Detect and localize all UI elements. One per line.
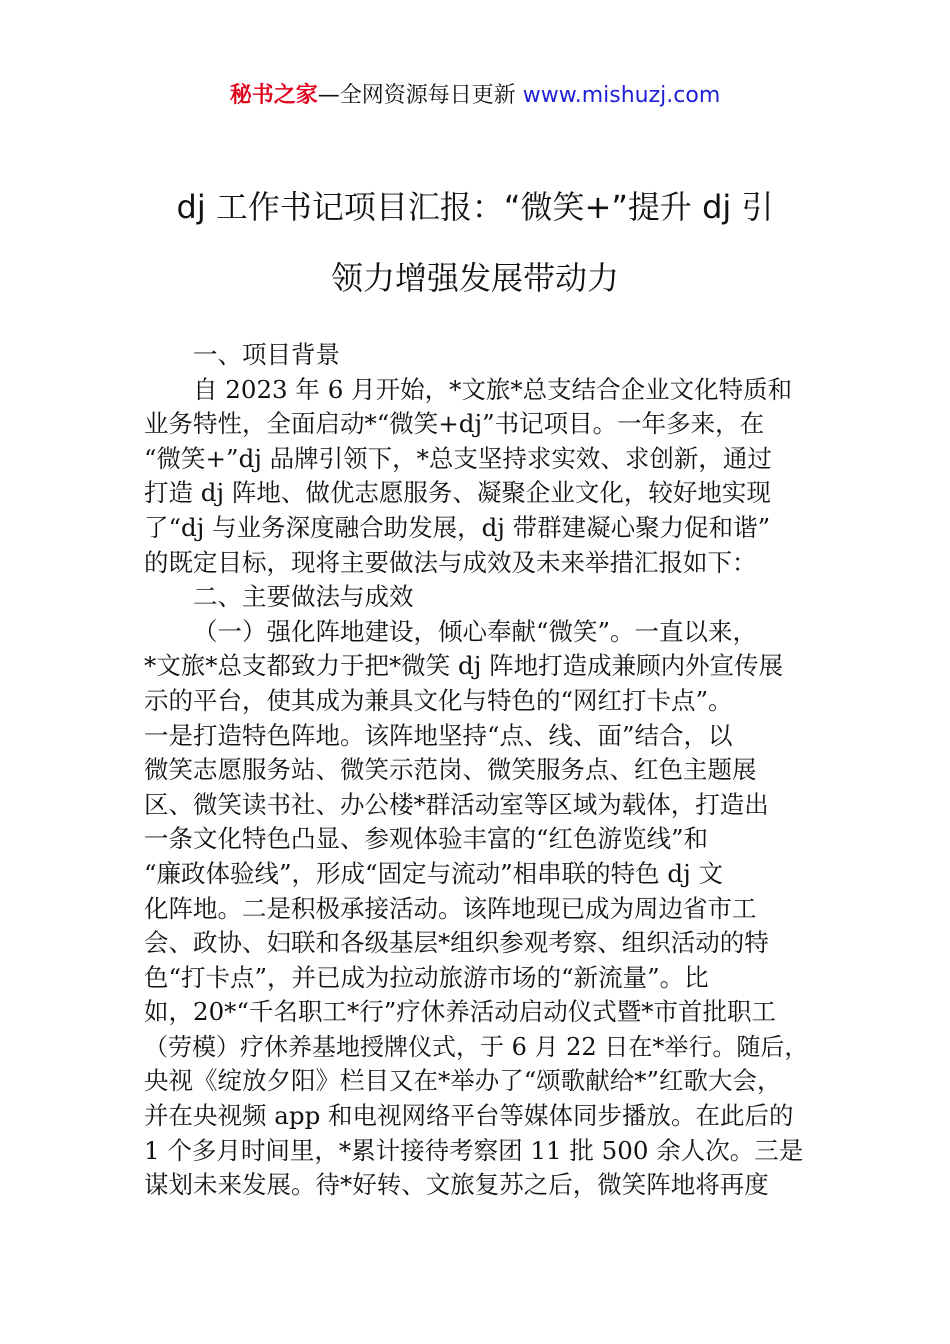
paragraph-line: 业务特性，全面启动*“微笑+dj”书记项目。一年多来，在	[144, 409, 765, 439]
paragraph-line: *文旅*总支都致力于把*微笑 dj 阵地打造成兼顾内外宣传展	[144, 651, 784, 681]
title-line-1: dj 工作书记项目汇报：“微笑+”提升 dj 引	[176, 188, 774, 226]
site-name: 秘书之家	[229, 83, 318, 108]
paragraph-line: （一）强化阵地建设，倾心奉献“微笑”。一直以来，	[193, 616, 758, 646]
paragraph-line: 一是打造特色阵地。该阵地坚持“点、线、面”结合，以	[144, 720, 733, 750]
paragraph-line: 的既定目标，现将主要做法与成效及未来举措汇报如下：	[144, 547, 757, 577]
paragraph-line: 示的平台，使其成为兼具文化与特色的“网红打卡点”。	[144, 685, 733, 715]
paragraph-line: “微笑+”dj 品牌引领下，*总支坚持求实效、求创新，通过	[144, 443, 772, 473]
paragraph-line: 如，20*“千名职工*行”疗休养活动启动仪式暨*市首批职工	[144, 997, 776, 1027]
site-url-link[interactable]: www.mishuzj.com	[522, 83, 721, 108]
document-body	[144, 338, 808, 1203]
paragraph-line: 并在央视频 app 和电视网络平台等媒体同步播放。在此后的	[144, 1101, 794, 1131]
paragraph-line: 化阵地。二是积极承接活动。该阵地现已成为周边省市工	[144, 893, 757, 923]
paragraph-line: 打造 dj 阵地、做优志愿服务、凝聚企业文化，较好地实现	[144, 478, 771, 508]
paragraph-line: 区、微笑读书社、办公楼*群活动室等区域为载体，打造出	[144, 789, 769, 819]
paragraph-line: 会、政协、妇联和各级基层*组织参观考察、组织活动的特	[144, 928, 769, 958]
paragraph-line: 1 个多月时间里，*累计接待考察团 11 批 500 余人次。三是	[144, 1135, 804, 1165]
section-heading-practices: 二、主要做法与成效	[193, 582, 414, 612]
title-line-2: 领力增强发展带动力	[330, 259, 619, 297]
paragraph-line: 了“dj 与业务深度融合助发展，dj 带群建凝心聚力促和谐”	[144, 512, 771, 542]
paragraph-line: 自 2023 年 6 月开始，*文旅*总支结合企业文化特质和	[193, 374, 793, 404]
paragraph-line: （劳模）疗休养基地授牌仪式，于 6 月 22 日在*举行。随后，	[144, 1032, 809, 1061]
site-slogan: —全网资源每日更新	[317, 83, 523, 108]
document-title	[140, 172, 810, 314]
paragraph-line: 微笑志愿服务站、微笑示范岗、微笑服务点、红色主题展	[144, 755, 757, 785]
paragraph-line: 一条文化特色凸显、参观体验丰富的“红色游览线”和	[144, 824, 709, 854]
section-heading-background: 一、项目背景	[193, 340, 340, 369]
paragraph-line: 色“打卡点”，并已成为拉动旅游市场的“新流量”。比	[144, 962, 709, 992]
paragraph-line: “廉政体验线”，形成“固定与流动”相串联的特色 dj 文	[144, 858, 723, 888]
paragraph-line: 谋划未来发展。待*好转、文旅复苏之后，微笑阵地将再度	[144, 1170, 769, 1200]
site-header	[0, 80, 950, 112]
paragraph-line: 央视《绽放夕阳》栏目又在*举办了“颂歌献给*”红歌大会，	[144, 1066, 782, 1096]
